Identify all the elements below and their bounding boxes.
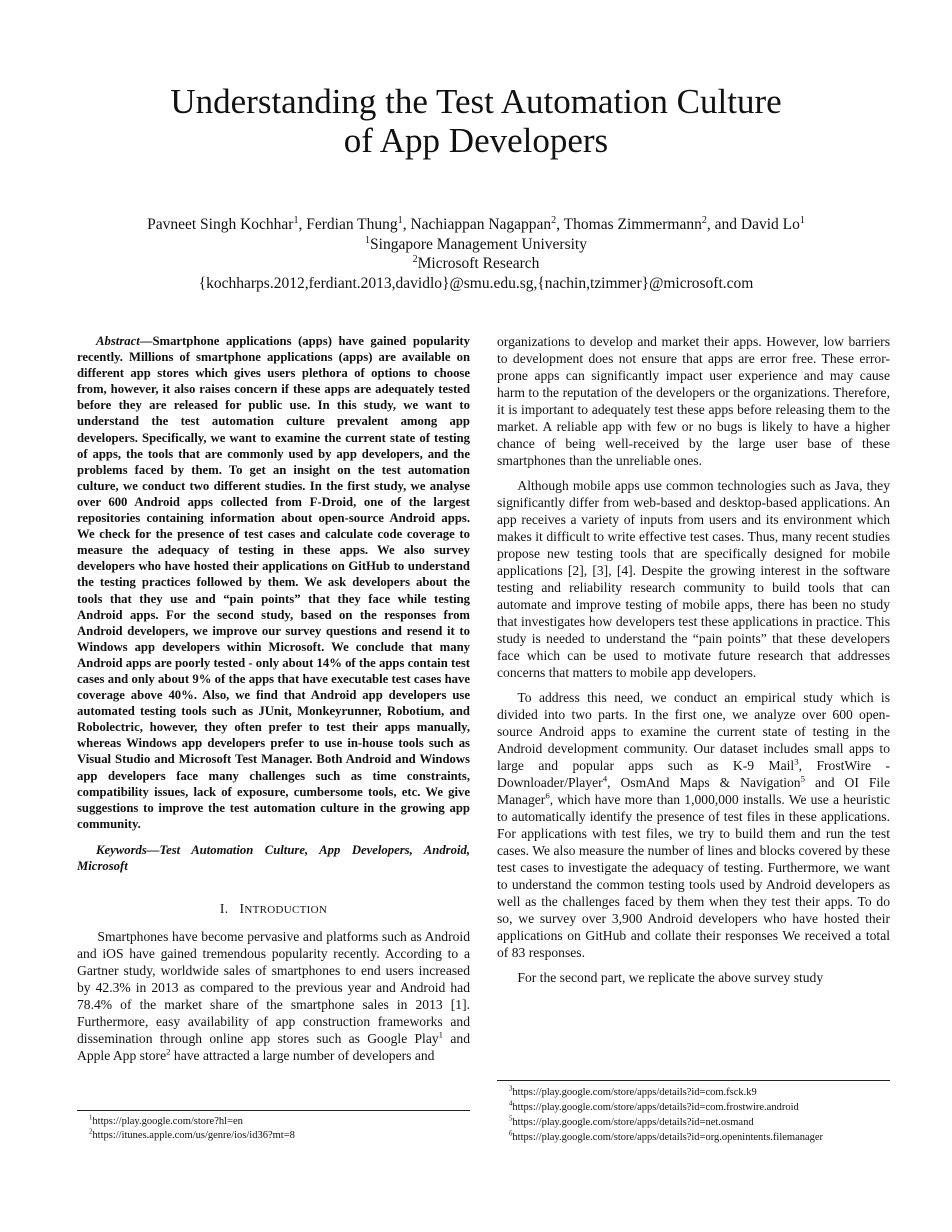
affiliation-mark: 2 <box>551 214 557 226</box>
author-name: Pavneet Singh Kochhar <box>147 216 294 233</box>
footnotes-right <box>497 1080 890 1145</box>
abstract-text: —Smartphone applications (apps) have gained popularity recently. Millions of smartphone applications (apps) are available on different app stores which gives users plethora of options to choose from, however, it also raises concern if these apps are adequately tested before they are released for public use. In this study, we want to understand the test automation culture prevalent among app developers. Specifically, we want to examine the current state of testing of apps, the tools that are commonly used by app developers, and the problems faced by them. To get an insight on the test automation culture, we conduct two different studies. In the first study, we analyse over 600 Android apps collected from F-Droid, one of the largest repositories containing information about open-source Android apps. We check for the presence of test cases and calculate code coverage to measure the adequacy of testing in these apps. We also survey developers who have hosted their applications on GitHub to understand the testing practices followed by them. We ask developers about the tools that they use and “pain points” that they face while testing Android apps. For the second study, based on the responses from Android developers, we improve our survey questions and resend it to Windows app developers within Microsoft. We conclude that many Android apps are poorly tested - only about 14% of the apps contain test cases and only about 9% of the apps that have executable test cases have coverage above 40%. Also, we find that Android app developers use automated testing tools such as JUnit, Monkeyrunner, Robotium, and Robolectric, however, they often prefer to test their apps manually, whereas Windows app developers prefer to use in-house tools such as Visual Studio and Microsoft Test Manager. Both Android and Windows app developers face many challenges such as time constraints, compatibility issues, lack of exposure, cumbersome tools, etc. We give suggestions to improve the test automation culture in the growing app community. <box>77 334 470 831</box>
footnote-url: https://play.google.com/store?hl=en <box>92 1116 243 1127</box>
footnote-mark: 5 <box>800 773 806 784</box>
footnote-mark: 2 <box>166 1046 171 1057</box>
affiliation-mark: 1 <box>799 214 805 226</box>
paragraph-text: and OI File Manager <box>497 775 890 807</box>
title-line-2: of App Developers <box>343 121 609 160</box>
footnote <box>77 1115 470 1129</box>
footnote <box>77 1129 470 1143</box>
author-name: , and David Lo <box>706 216 800 233</box>
footnote-url: https://play.google.com/store/apps/details?id=com.fsck.k9 <box>512 1087 757 1098</box>
intro-paragraph-1-continued: organizations to develop and market their apps. However, low barriers to development does not ensure that apps are error free. These error-prone apps can significantly impact user experience and may cause harm to the reputation of the developers or the organizations. Therefore, it is important to adequately test these apps before releasing them to the market. A reliable app with few or no bugs is likely to have a higher chance of being well-received by the large user base of these smartphones than the unreliable ones. <box>497 334 890 468</box>
paragraph-text: , FrostWire - Downloader/Player <box>497 758 891 790</box>
affiliation-name: Microsoft Research <box>417 255 540 272</box>
footnote-number: 1 <box>89 1114 93 1122</box>
paragraph-text: , OsmAnd Maps & Navigation <box>607 775 801 790</box>
footnotes-left <box>77 1110 470 1143</box>
intro-paragraph-4: For the second part, we replicate the above survey study <box>517 970 824 985</box>
footnote-mark: 4 <box>602 773 608 784</box>
paragraph-text: , which have more than 1,000,000 installs. We use a heuristic to automatically identify the presence of test files in these applications. For applications with test files, we try to build them and run the test cases. We also measure the number of lines and blocks covered by these test cases to investigate the adequacy of testing. Furthermore, we want to understand the common testing tools used by Android developers as well as the challenges faced by them when they test their apps. To do so, we survey over 3,900 Android developers who have hosted their applications on GitHub and collate their responses We received a total of 83 responses. <box>497 792 890 960</box>
affiliation-mark: 1 <box>293 214 299 226</box>
intro-paragraph-2: Although mobile apps use common technologies such as Java, they significantly differ from web-based and desktop-based applications. An app receives a variety of inputs from users and its environment which makes it difficult to write effective test cases. Thus, many recent studies propose new testing tools that are specifically designed for mobile applications [2], [3], [4]. Despite the growing interest in the software testing and reliability research community to build tools that can automate and improve testing of mobile apps, there has been no study that investigates how developers test these applications in practice. This study is needed to understand the “pain points” that these developers face which can be used to motivate future research that addresses concerns that matters to mobile app developers. <box>497 478 890 680</box>
keywords: Keywords—Test Automation Culture, App Developers, Android, Microsoft <box>77 842 470 873</box>
author-list <box>0 215 952 235</box>
paragraph-text: To address this need, we conduct an empirical study which is divided into two parts. In the first one, we analyze over 600 open-source Android apps to examine the current state of testing in the Android development community. Our dataset includes small apps to large and popular apps such as K-9 Mail <box>497 690 890 773</box>
paragraph-text: and Apple App store <box>77 1031 470 1064</box>
author-name: , Thomas Zimmermann <box>556 216 702 233</box>
footnote-number: 6 <box>509 1130 513 1138</box>
affiliation-1 <box>0 235 952 255</box>
right-column <box>497 333 890 986</box>
section-heading-introduction <box>77 900 470 919</box>
author-name: , Nachiappan Nagappan <box>402 216 552 233</box>
section-name-rest: NTRODUCTION <box>244 904 328 917</box>
left-column <box>77 333 470 1064</box>
author-name: , Ferdian Thung <box>298 216 398 233</box>
footnote-mark: 3 <box>794 756 799 767</box>
footnote-number: 4 <box>509 1100 513 1108</box>
footnote-mark: 1 <box>438 1029 444 1040</box>
section-name-initial: I <box>239 901 245 917</box>
footnote-url: https://play.google.com/store/apps/details?id=net.osmand <box>512 1117 754 1128</box>
paragraph-text: Smartphones have become pervasive and platforms such as Android and iOS have gained tremendous popularity recently. According to a Gartner study, worldwide sales of smartphones to end users increased by 42.3% in 2013 as compared to the previous year and Android had 78.4% of the market share of the smartphone sales in 2013 [1]. Furthermore, easy availability of app construction frameworks and dissemination through online app stores such as Google Play <box>77 929 470 1047</box>
abstract-lead: Abstract <box>96 334 140 348</box>
footnote-url: https://play.google.com/store/apps/details?id=org.openintents.filemanager <box>512 1132 824 1143</box>
author-emails: {kochharps.2012,ferdiant.2013,davidlo}@smu.edu.sg,{nachin,tzimmer}@microsoft.com <box>198 274 754 292</box>
section-number: I. <box>219 901 229 917</box>
footnote-mark: 6 <box>545 790 550 801</box>
affiliation-mark: 1 <box>397 214 403 226</box>
footnote-number: 2 <box>89 1128 93 1136</box>
title-line-1: Understanding the Test Automation Culture <box>170 82 782 121</box>
affiliation-name: Singapore Management University <box>370 235 587 253</box>
footnote-url: https://play.google.com/store/apps/details?id=com.frostwire.android <box>512 1102 799 1113</box>
affiliation-2 <box>0 254 952 274</box>
footnote <box>497 1100 890 1115</box>
abstract <box>77 333 470 832</box>
author-block <box>0 215 952 293</box>
footnote-number: 3 <box>509 1085 513 1093</box>
footnote-url: https://itunes.apple.com/us/genre/ios/id36?mt=8 <box>92 1130 295 1141</box>
affiliation-mark: 2 <box>701 214 707 226</box>
footnote <box>497 1130 890 1145</box>
paragraph-text: have attracted a large number of developers and <box>170 1048 435 1064</box>
intro-paragraph-1 <box>77 928 470 1064</box>
footnote <box>497 1085 890 1100</box>
intro-paragraph-3 <box>497 689 890 961</box>
footnote-number: 5 <box>509 1115 513 1123</box>
paper-title <box>0 82 952 160</box>
footnote <box>497 1115 890 1130</box>
affiliation-mark: 2 <box>412 253 418 265</box>
affiliation-mark: 1 <box>365 234 371 246</box>
